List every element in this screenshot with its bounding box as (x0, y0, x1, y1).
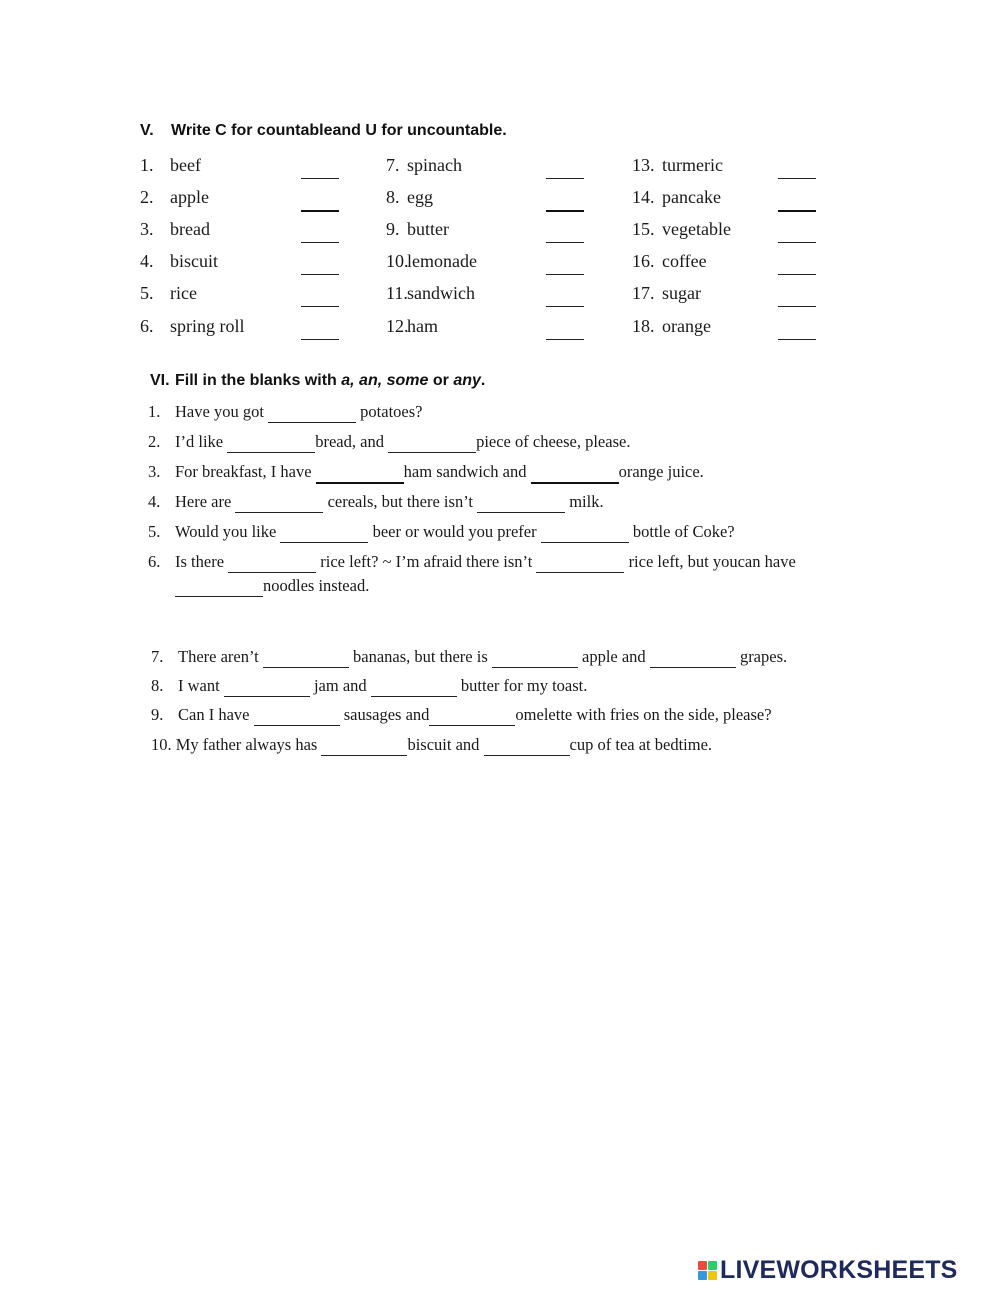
answer-input[interactable] (546, 284, 584, 307)
sentence-text: cereals, but there isn’t (327, 492, 473, 511)
answer-input[interactable] (546, 317, 584, 340)
item-word: coffee (662, 251, 707, 271)
sentence-number: 9. (151, 705, 164, 724)
blank-8-2[interactable] (371, 680, 457, 697)
answer-blank (778, 220, 816, 242)
sentence-text: grapes. (739, 647, 788, 666)
sentence-text: bottle of Coke? (632, 522, 735, 541)
sentence-text: apple and (582, 647, 646, 666)
item-word: vegetable (662, 219, 731, 239)
blank-9-2[interactable] (429, 709, 515, 726)
answer-input[interactable] (778, 156, 816, 179)
answer-blank (778, 252, 816, 274)
answer-blank (778, 284, 816, 306)
sentence-text: beer or would you prefer (372, 522, 537, 541)
sentence-6-continued (175, 576, 369, 597)
answer-blank (301, 317, 339, 339)
item-word: turmeric (662, 155, 723, 175)
sentence-text: milk. (569, 492, 604, 511)
sentence-text: I want (178, 676, 220, 695)
blank-4-1[interactable] (235, 496, 323, 513)
section-6-heading (150, 372, 485, 390)
sentence-number: 6. (148, 552, 161, 571)
logo-blocks-icon (698, 1261, 717, 1280)
logo-text: LIVEWORKSHEETS (720, 1256, 958, 1284)
blank-6-2[interactable] (536, 556, 624, 573)
item-number: 14. (632, 187, 655, 207)
blank-10-2[interactable] (484, 739, 570, 756)
sentence-text: piece of cheese, please. (476, 432, 631, 451)
blank-8-1[interactable] (224, 680, 310, 697)
answer-input[interactable] (301, 220, 339, 243)
item-word: biscuit (170, 251, 218, 271)
section-6-title-prefix: Fill in the blanks with (175, 372, 337, 389)
sentence-text: sausages and (343, 705, 430, 724)
sentence-number: 7. (151, 647, 164, 666)
section-5-number: V. (140, 122, 154, 139)
answer-input[interactable] (301, 252, 339, 275)
sentence-text: orange juice. (618, 462, 704, 481)
sentence-number: 5. (148, 522, 161, 541)
blank-7-2[interactable] (492, 651, 578, 668)
answer-input[interactable] (301, 284, 339, 307)
answer-input[interactable] (778, 317, 816, 340)
item-number: 2. (140, 187, 154, 207)
item-number: 1. (140, 155, 154, 175)
answer-input[interactable] (301, 156, 339, 179)
sentence-text: Have you got (175, 402, 264, 421)
answer-input[interactable] (778, 188, 816, 212)
answer-blank (546, 156, 584, 178)
sentence-text: bananas, but there is (353, 647, 488, 666)
item-word: spring roll (170, 316, 245, 336)
answer-blank (546, 317, 584, 339)
sentence-number: 1. (148, 402, 161, 421)
sentence-text: noodles instead. (263, 576, 370, 595)
item-word: pancake (662, 187, 721, 207)
blank-1-1[interactable] (268, 406, 356, 423)
sentence-text: I’d like (175, 432, 224, 451)
item-number: 18. (632, 316, 655, 336)
sentence-text: butter for my toast. (460, 676, 588, 695)
answer-blank (546, 220, 584, 242)
section-5-title: Write C for countableand U for uncountable. (171, 122, 507, 139)
sentence-2 (148, 432, 630, 453)
sentence-text: biscuit and (407, 735, 480, 754)
item-number: 12. (386, 316, 409, 336)
section-6-title-or: or (432, 372, 449, 389)
sentence-3 (148, 462, 704, 484)
item-word: orange (662, 316, 711, 336)
sentence-text: jam and (313, 676, 367, 695)
item-word: egg (407, 187, 433, 207)
sentence-number: 4. (148, 492, 161, 511)
blank-3-2[interactable] (531, 466, 619, 484)
item-number: 15. (632, 219, 655, 239)
blank-3-1[interactable] (316, 466, 404, 484)
sentence-text: There aren’t (178, 647, 259, 666)
sentence-text: Would you like (175, 522, 277, 541)
answer-blank (301, 220, 339, 242)
answer-blank (778, 317, 816, 339)
item-word: sugar (662, 283, 701, 303)
answer-input[interactable] (546, 252, 584, 275)
sentence-text: omelette with fries on the side, please? (515, 705, 772, 724)
item-number: 10. (386, 251, 409, 271)
item-word: spinach (407, 155, 462, 175)
blank-2-2[interactable] (388, 436, 476, 453)
sentence-7 (151, 647, 787, 668)
item-number: 5. (140, 283, 154, 303)
sentence-text: My father always has (175, 735, 318, 754)
answer-blank (301, 188, 339, 210)
sentence-text: cup of tea at bedtime. (569, 735, 713, 754)
item-word: sandwich (407, 283, 475, 303)
blank-5-2[interactable] (541, 526, 629, 543)
item-number: 7. (386, 155, 400, 175)
section-6-title-end: . (480, 372, 486, 389)
blank-6-3[interactable] (175, 580, 263, 597)
sentence-text: ham sandwich and (403, 462, 527, 481)
sentence-number: 10. (151, 735, 172, 754)
sentence-10 (151, 735, 712, 756)
sentence-number: 2. (148, 432, 161, 451)
sentence-5 (148, 522, 735, 543)
section-6-title-any: any (453, 372, 481, 389)
sentence-6 (148, 552, 796, 573)
sentence-text: Here are (175, 492, 232, 511)
answer-input[interactable] (546, 156, 584, 179)
item-number: 6. (140, 316, 154, 336)
answer-blank (778, 188, 816, 210)
item-number: 13. (632, 155, 655, 175)
item-word: beef (170, 155, 201, 175)
sentence-number: 8. (151, 676, 164, 695)
answer-blank (546, 188, 584, 210)
blank-10-1[interactable] (321, 739, 407, 756)
sentence-text: potatoes? (360, 402, 423, 421)
item-number: 4. (140, 251, 154, 271)
answer-input[interactable] (778, 220, 816, 243)
item-number: 3. (140, 219, 154, 239)
blank-5-1[interactable] (280, 526, 368, 543)
item-word: apple (170, 187, 209, 207)
answer-input[interactable] (301, 317, 339, 340)
answer-blank (301, 252, 339, 274)
sentence-text: Can I have (178, 705, 250, 724)
item-word: lemonade (407, 251, 477, 271)
sentence-9 (151, 705, 772, 726)
answer-blank (546, 252, 584, 274)
blank-7-1[interactable] (263, 651, 349, 668)
blank-4-2[interactable] (477, 496, 565, 513)
sentence-number: 3. (148, 462, 161, 481)
sentence-text: Is there (175, 552, 225, 571)
answer-blank (778, 156, 816, 178)
item-number: 17. (632, 283, 655, 303)
sentence-8 (151, 676, 587, 697)
answer-input[interactable] (546, 220, 584, 243)
section-6-number: VI. (150, 372, 170, 389)
item-word: butter (407, 219, 449, 239)
liveworksheets-logo[interactable] (698, 1256, 958, 1285)
item-number: 9. (386, 219, 400, 239)
answer-input[interactable] (778, 284, 816, 307)
sentence-text: bread, and (315, 432, 384, 451)
item-word: ham (407, 316, 438, 336)
answer-input[interactable] (546, 188, 584, 212)
section-5-heading (140, 122, 507, 140)
blank-7-3[interactable] (650, 651, 736, 668)
item-number: 16. (632, 251, 655, 271)
answer-blank (301, 284, 339, 306)
blank-6-1[interactable] (228, 556, 316, 573)
sentence-text: rice left? ~ I’m afraid there isn’t (320, 552, 533, 571)
answer-input[interactable] (778, 252, 816, 275)
item-number: 11. (386, 283, 408, 303)
blank-9-1[interactable] (254, 709, 340, 726)
answer-blank (546, 284, 584, 306)
answer-input[interactable] (301, 188, 339, 212)
blank-2-1[interactable] (227, 436, 315, 453)
sentence-text: For breakfast, I have (175, 462, 312, 481)
sentence-4 (148, 492, 604, 513)
section-6-title-options: a, an, some (341, 372, 429, 389)
answer-blank (301, 156, 339, 178)
sentence-text: rice left, but youcan have (628, 552, 796, 571)
item-word: bread (170, 219, 210, 239)
item-number: 8. (386, 187, 400, 207)
sentence-1 (148, 402, 422, 423)
item-word: rice (170, 283, 197, 303)
